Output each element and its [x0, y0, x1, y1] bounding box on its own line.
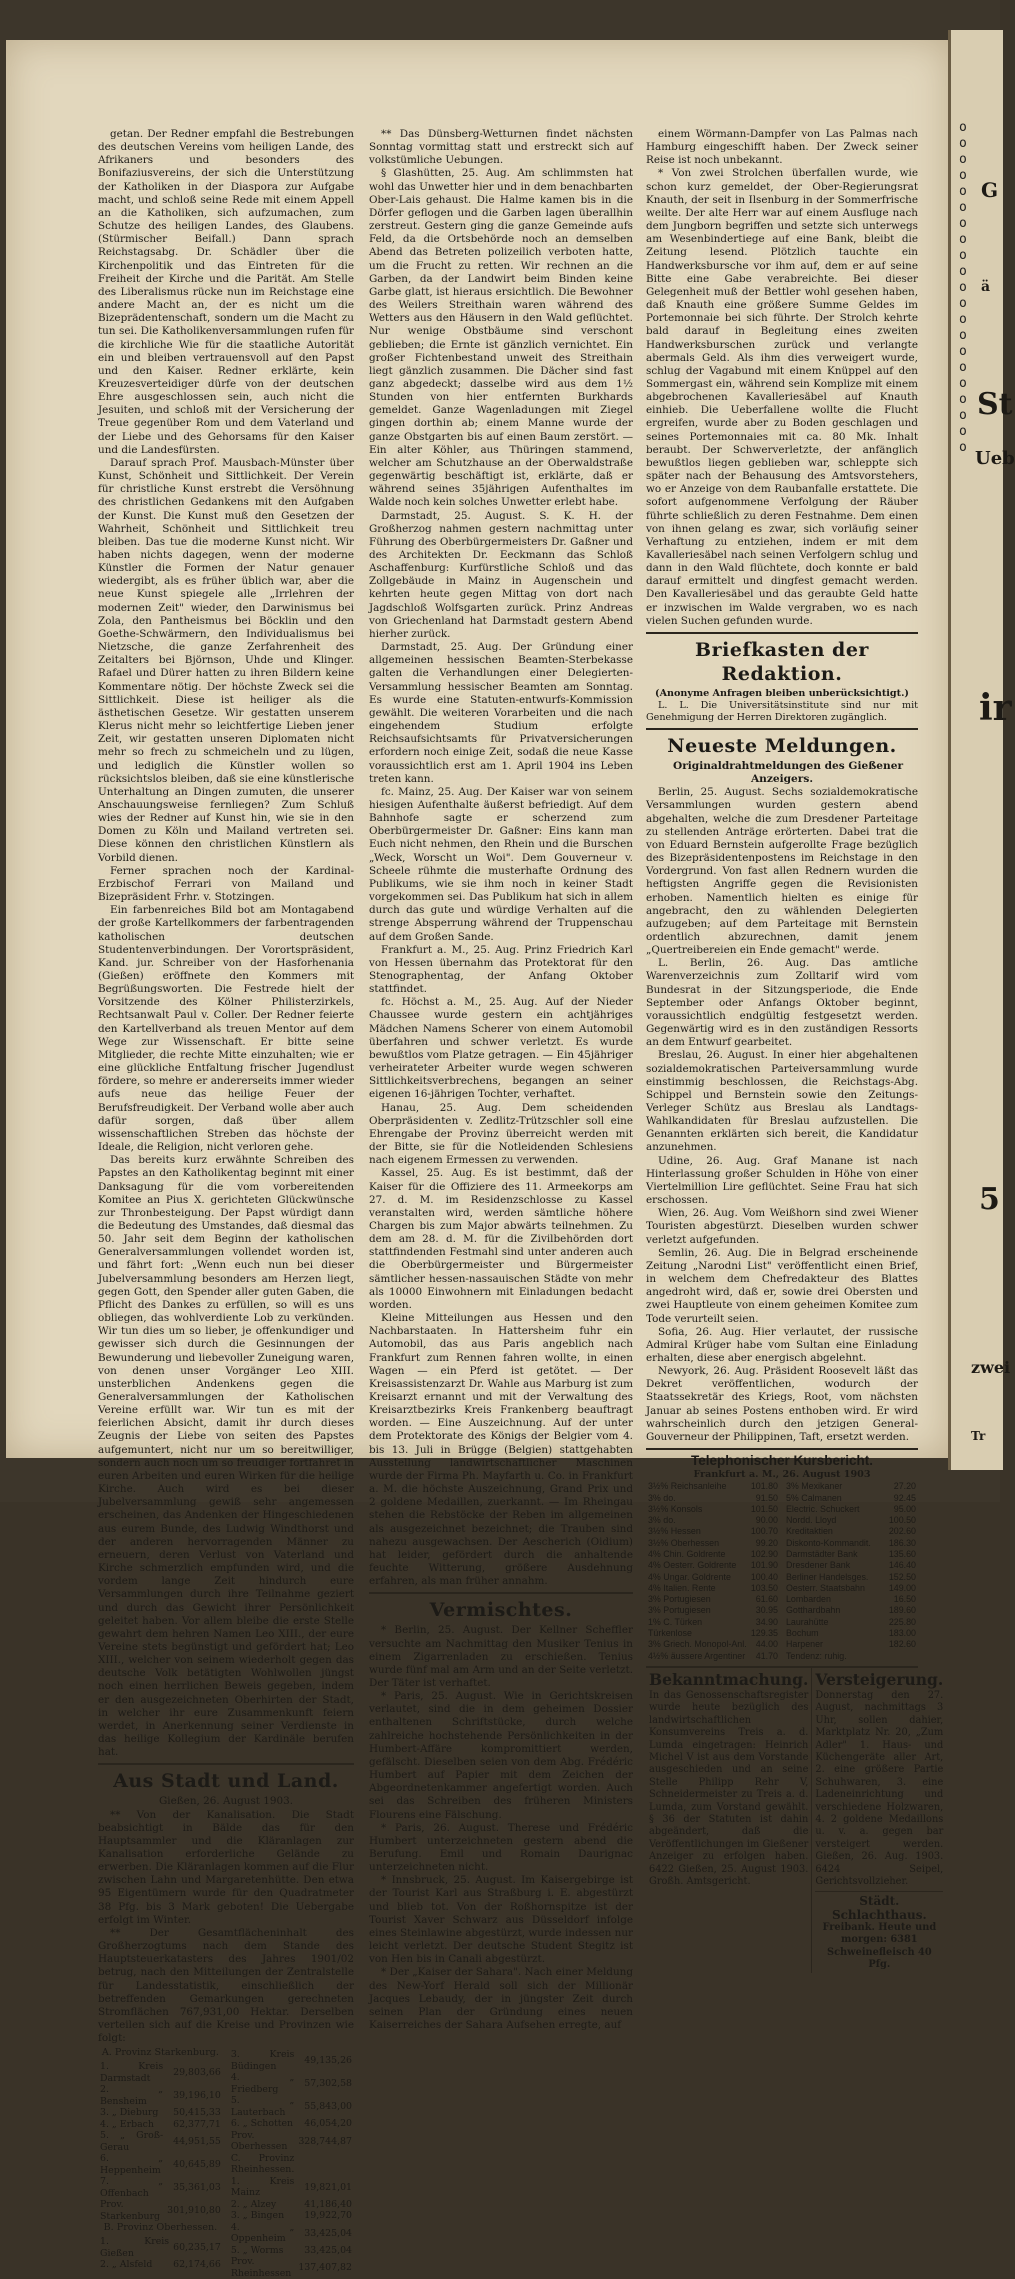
edge-letter: Tr — [971, 1429, 986, 1443]
table-row — [646, 1651, 780, 1662]
table-value: 62,174,66 — [173, 2259, 221, 2271]
table-label: 6. „ Schotten — [230, 2118, 294, 2130]
briefkasten-subtitle: (Anonyme Anfragen bleiben unberücksichtigt.) — [655, 687, 909, 699]
article-paragraph: Hanau, 25. Aug. Dem scheidenden Oberpräsidenten v. Zedlitz-Trützschler soll eine Ehrengabe der Provinz überreicht werden mit der Bitte, sie für die Notleidenden Schlesiens nach eigenem Ermessen zu verwenden. — [369, 1101, 633, 1167]
table-row — [98, 2259, 223, 2271]
article-paragraph: Frankfurt a. M., 25. Aug. Prinz Friedrich Karl von Hessen übernahm das Protektorat für den Stenographentag, der Anfang Oktober stattfindet. — [369, 943, 633, 996]
divider — [98, 1763, 354, 1765]
schlachthaus-title: Städt. Schlachthaus. — [831, 1894, 927, 1922]
table-label: 3% do. — [648, 1515, 676, 1526]
divider — [646, 728, 918, 730]
table-label: 1. Kreis Darmstadt — [100, 2061, 164, 2084]
table-value: 44,951,55 — [173, 2136, 221, 2148]
edge-letter: ir — [979, 687, 1012, 729]
table-row — [98, 2199, 223, 2222]
table-label: 4½% äussere Argentiner — [648, 1650, 746, 1661]
edge-letter: Ueb — [975, 448, 1015, 469]
table-label: 3. „ Bingen — [230, 2210, 285, 2222]
table-label: 3½% Hessen — [648, 1526, 701, 1537]
divider — [646, 632, 918, 634]
table-row — [646, 1504, 780, 1515]
table-label: 4. „ Erbach — [100, 2118, 154, 2130]
article-paragraph: fc. Höchst a. M., 25. Aug. Auf der Nieder Chaussee wurde gestern ein achtjähriges Mädchen Namens Scherer von einem Automobil überfahren und schwer verletzt. Es wurde bewußtlos vom Platze getragen. — Ein 45jähriger verheirateter Arbeiter wurde wegen schweren Sittlichkeitsverbrechens, begangen an seiner eigenen 16-jährigen Tochter, verhaftet. — [369, 996, 633, 1101]
table-value: 152.50 — [888, 1571, 916, 1582]
table-row — [646, 1526, 780, 1537]
newspaper-page — [6, 40, 950, 2279]
table-row — [229, 2130, 354, 2153]
article-paragraph: ** Das Dünsberg-Wetturnen findet nächsten Sonntag vormittag statt und erstreckt sich auf volkstümliche Uebungen. — [369, 128, 633, 167]
table-value: 202.60 — [888, 1526, 916, 1537]
table-row — [784, 1504, 918, 1515]
table-row — [646, 1515, 780, 1526]
table-label: Diskonto-Kommandit. — [786, 1537, 871, 1548]
table-label: Electric. Schuckert — [786, 1503, 860, 1514]
table-row — [98, 2130, 223, 2153]
adjacent-page-edge — [948, 30, 1015, 1470]
table-value: 182.60 — [888, 1639, 916, 1650]
table-label: Kreditaktien — [786, 1526, 833, 1537]
article-paragraph: L. Berlin, 26. Aug. Das amtliche Warenverzeichnis zum Zolltarif wird vom Bundesrat in der Sitzungsperiode, die Ende September oder Anfangs Oktober beginnt, voraussichtlich endgültig festgesetzt werden. Gegenwärtig wird es in den zuständigen Ressorts an dem Entwurf gearbeitet. — [646, 957, 918, 1049]
table-row — [98, 2176, 223, 2199]
table-label: Dresdener Bank — [786, 1560, 851, 1571]
article-paragraph: ** Der Gesamtflächeninhalt des Großherzogtums nach dem Stande des Hauptsteuerkatasters des Jahres 1901/02 betrug, nach den Mitteilungen der Zentralstelle für Landesstatistik, einschließlich der betreffenden Gemarkungen gerechneten Stromflächen 767,931,00 Hektar. Derselben verteilen sich auf die Kreise und Provinzen wie folgt: — [98, 1926, 354, 2045]
table-row — [229, 2153, 354, 2176]
article-paragraph: * Von zwei Strolchen überfallen wurde, wie schon kurz gemeldet, der Ober-Regierungsrat Knauth, der seit in Ilsenburg in der Sommerfrische weilte. Der alte Herr war auf einem Ausfluge nach dem Jungborn begriffen und setzte sich unterwegs am Wesenbindertiege auf eine Bank, bleibt die Zeitung lesend. Plötzlich tauchte ein Handwerksbursche vor ihm auf, dem er auf seine Bitte eine Gabe verabreichte. Bei dieser Gelegenheit muß der Bettler wohl gesehen haben, daß Knauth eine größere Summe Geldes im Portemonnaie bei sich führte. Der Strolch kehrte bald darauf in Begleitung eines zweiten Handwerksburschen zurück und verlangte abermals Geld. Als ihm dies verweigert wurde, schlug der Vagabund mit einem Knüppel auf den Sommergast ein, während sein Komplize mit einem abgebrochenen Kavalleriesäbel auf Knauth einhieb. Die Ueberfallene wollte die Flucht ergreifen, wurde aber zu Boden geschlagen und seines Portemonnaies mit ca. 80 Mk. Inhalt beraubt. Der Schwerverletzte, der anfänglich bewußtlos liegen geblieben war, schleppte sich später nach der Behausung des Amtsvorstehers, wo er Anzeige von dem Raubanfalle erstattete. Die sofort aufgenommene Verfolgung der Räuber führte schließlich zu deren Festnahme. Dem einen von ihnen gelang es zwar, sich vorläufig seiner Verhaftung zu entziehen, indem er mit dem Kavalleriesäbel nach seinen Verfolgern schlug und dann in den Wald flüchtete, doch konnte er bald darauf ermittelt und dingfest gemacht werden. Den Kavalleriesäbel und das geraubte Geld hatte er inzwischen im Walde vergraben, wo es nach vielen Suchen gefunden wurde. — [646, 167, 918, 627]
table-value: 33,425,04 — [304, 2227, 352, 2239]
table-row — [784, 1594, 918, 1605]
article-paragraph: Ferner sprachen noch der Kardinal-Erzbischof Ferrari von Mailand und Bizepräsident Frhr. v. Stotzingen. — [98, 864, 354, 904]
table-row — [646, 1617, 780, 1628]
article-paragraph: Berlin, 25. August. Sechs sozialdemokratische Versammlungen wurden gestern abend abgehalten, welche die zum Dresdener Parteitage zu stellenden Anträge erörterten. Dabei trat die von Eduard Bernstein aufgerollte Frage bezüglich des Bizepräsidentenpostens im Reichstage in den Vordergrund. Von fast allen Rednern wurden die heftigsten Angriffe gegen die Revisionisten erhoben. Namentlich hielten es einige für angebracht, den zu wählenden Delegierten aufzugeben; auf dem Parteitage mit Bernstein ordentlich abzurechnen, damit jenem „Quertreibereien ein Ende gemacht" werde. — [646, 786, 918, 957]
edge-letter: ä — [981, 279, 991, 295]
table-label: 3% Mexikaner — [786, 1481, 843, 1492]
table-value: 35,361,03 — [173, 2182, 221, 2194]
table-label: 2. „ Bensheim — [100, 2084, 164, 2107]
table-row — [229, 2245, 354, 2257]
decorative-ring-border: o o o o o o o o o o o o o o o o o o o o o — [959, 120, 967, 455]
table-value: 29,803,66 — [173, 2067, 221, 2079]
edge-letter: St — [977, 387, 1013, 422]
table-row — [646, 1560, 780, 1571]
table-row — [646, 1583, 780, 1594]
province-a-heading: A. Provinz Starkenburg. — [101, 2047, 219, 2059]
table-value: 92.45 — [893, 1492, 916, 1503]
article-paragraph: § Glashütten, 25. Aug. Am schlimmsten hat wohl das Unwetter hier und in dem benachbarten Ober-Lais gehaust. Die Halme kamen bis in die Dörfer geflogen und die Garben lagen überallhin zerstreut. Gestern ging die ganze Gemeinde aufs Feld, da die Ortsbehörde noch an demselben Abend das Betreten polizeilich verboten hatte, um die Frucht zu retten. Wir rechnen an die Garben, da der Landwirt beim Binden keine Garbe glatt, ist hieraus ersichtlich. Die Bewohner des Weilers Streithain waren während des Wetters aus den Häusern in den Wald geflüchtet. Nur wenige Obstbäume sind verschont geblieben; die Ernte ist gänzlich vernichtet. Ein großer Fichtenbestand unweit des Streithain liegt gänzlich zusammen. Die Dächer sind fast ganz abgedeckt; dasselbe wird aus dem 1½ Stunden von hier entfernten Burkhards gemeldet. Ganze Wagenladungen mit Ziegel gingen dorthin ab; einem Manne wurde der ganze Obstgarten bis auf einen Baum zerstört. — Ein alter Köhler, aus Thüringen stammend, welcher am Schutzhause an der Oberwaldstraße gegenwärtig beschäftigt ist, erklärte, daß er während seines 35jährigen Aufenthaltes im Walde noch kein solches Unwetter erlebt habe. — [369, 167, 633, 509]
table-row — [646, 1572, 780, 1583]
table-row — [646, 1538, 780, 1549]
table-value: 95.00 — [893, 1503, 916, 1514]
edge-letter: G — [981, 178, 999, 202]
table-row — [229, 2222, 354, 2245]
article-paragraph: * Innsbruck, 25. August. Im Kaisergebirge ist der Tourist Karl aus Straßburg i. E. abgestürzt und blieb tot. Von der Roßhornspitze ist der Tourist Xaver Schwarz aus Düsseldorf infolge eines Steinlawine abgestürzt, wurde indessen nur leicht verletzt. Der deutsche Student Stegitz ist von Hen bis in Canali abgestürzt. — [369, 1874, 633, 1966]
article-paragraph: * Paris, 25. August. Wie in Gerichtskreisen verlautet, sind die in dem geheimen Dossier enthaltenen Schriftstücke, durch welche zahlreiche hochstehende Persönlichkeiten in der Humbert-Affäre kompromittiert werden, gefälscht. Dieselben seien von dem Abg. Frédéric Humbert auf Papier mit dem Zeichen der Abgeordnetenkammer angefertigt worden. Auch sei das Schreiben des früheren Ministers Flourens eine Fälschung. — [369, 1690, 633, 1821]
table-value: 41.70 — [755, 1650, 778, 1661]
table-row — [646, 1594, 780, 1605]
table-value: 27.20 — [893, 1481, 916, 1492]
table-row — [784, 1526, 918, 1537]
table-value: 183.00 — [888, 1628, 916, 1639]
edge-letter: 5 — [979, 1182, 1000, 1217]
table-value: 33,425,04 — [304, 2244, 352, 2256]
table-label: C. Provinz Rheinhessen. — [230, 2152, 295, 2176]
table-row — [229, 2118, 354, 2130]
table-label: 3% do. — [648, 1492, 676, 1503]
table-row — [646, 1639, 780, 1650]
table-value: 102.90 — [750, 1549, 778, 1559]
table-value: 186.30 — [888, 1537, 916, 1548]
column-2-articles — [369, 128, 633, 1588]
bekanntmachung-title: Bekanntmachung. — [649, 1669, 809, 1689]
table-label: 5. „ Groß-Gerau — [100, 2130, 164, 2153]
table-label: 5. „ Worms — [230, 2244, 284, 2256]
table-row — [784, 1639, 918, 1650]
table-value: 62,377,71 — [173, 2118, 221, 2130]
table-row — [784, 1549, 918, 1560]
province-c-table — [229, 2049, 354, 2279]
article-paragraph: Darauf sprach Prof. Mausbach-Münster über Kunst, Schönheit und Sittlichkeit. Der Verein für christliche Kunst erstrebt die Versöhnung des christlichen Gedankens mit den Aufgaben der Kunst. Die Kunst muß den Gesetzen der Wahrheit, Schönheit und Sittlichkeit treu bleiben. Das tue die moderne Kunst nicht. Wir haben nichts dagegen, wenn der moderne Künstler die Formen der Natur genauer wiedergibt, als es früher üblich war, aber die neue Kunst spiegele alle „Irrlehren der modernen Zeit" wieder, den Darwinismus bei Zola, den Pantheismus bei Böcklin und den Goethe-Schwärmern, den Individualismus bei Nietzsche, die ganze Zerfahrenheit des Zeitalters bei Björnson, Uhde und Klinger. Rafael und Dürer hatten zu ihren Bildern keine Kommentare nötig. Der höchste Zweck sei die Sittlichkeit. Diese ist heiliger als die ästhetischen Gesetze. Wir gestatten unserem Klerus nicht mehr so leichtfertige Lieben jener Zeit, wir gestatten unseren Diplomaten nicht mehr so frech zu schmeicheln und zu lügen, und lediglich die Künstler wollen so rücksichtslos bleiben, daß sie eine künstlerische Unterhaltung an Dingen zumuten, die unserer Anschauungsweise fernliegen? Zum Schluß wies der Redner auf Kunst hin, wie sie in den Domen zu Köln und Mailand vertreten sei. Diese können den christlichen Künstlern als Vorbild dienen. — [98, 456, 354, 864]
table-value: 44.00 — [755, 1639, 778, 1650]
table-value: 91.50 — [755, 1492, 778, 1503]
table-row — [784, 1628, 918, 1639]
table-row — [98, 2153, 223, 2176]
neueste-subtitle: Originaldrahtmeldungen des Gießener Anzeigers. — [672, 759, 904, 786]
table-label: 5. „ Lauterbach — [230, 2095, 295, 2118]
table-label: 3½% Oberhessen — [648, 1537, 720, 1548]
table-value: 55,843,00 — [304, 2101, 352, 2113]
table-label: 4% Chin. Goldrente — [648, 1549, 726, 1559]
article-paragraph: ** Von der Kanalisation. Die Stadt beabsichtigt in Bälde das für den Hauptsammler und die Kläranlagen zur Kanalisation erforderliche Gelände zu erwerben. Die Kläranlagen kommen auf die Flur zwischen Lahn und Margaretenhütte. Den etwa 95 Eigentümern wurde für den Quadratmeter 38 Pfg. bis 3 Mark geboten! Die Uebergabe erfolgt im Winter. — [98, 1808, 354, 1926]
table-row — [784, 1605, 918, 1616]
article-paragraph: einem Wörmann-Dampfer von Las Palmas nach Hamburg eingeschifft haben. Der Zweck seiner Reise ist noch unbekannt. — [646, 128, 918, 167]
table-row — [784, 1651, 918, 1662]
area-table — [98, 2047, 354, 2279]
table-value: 39,196,10 — [173, 2090, 221, 2102]
table-label: 4. „ Oppenheim — [230, 2221, 295, 2245]
table-row — [229, 2210, 354, 2222]
column-3-articles — [646, 128, 918, 628]
table-value: 16.50 — [893, 1594, 916, 1605]
table-value: 100.40 — [750, 1571, 778, 1582]
table-row — [784, 1583, 918, 1594]
table-value: 146.40 — [888, 1560, 916, 1571]
table-label: 4% Ungar. Goldrente — [648, 1571, 731, 1582]
table-value: 101.50 — [750, 1503, 778, 1514]
table-value: 101.80 — [750, 1481, 778, 1492]
kursbericht-title: Telephonischer Kursbericht. — [690, 1453, 874, 1469]
table-row — [784, 1572, 918, 1583]
article-paragraph: Semlin, 26. Aug. Die in Belgrad erscheinende Zeitung „Narodni List" veröffentlicht einen Brief, in welchem dem Chefredakteur des Blattes angedroht wird, daß er, sowie drei Obersten und zwei Hauptleute von einem geheimen Komitee zum Tode verurteilt seien. — [646, 1246, 918, 1325]
briefkasten-title: Briefkasten der Redaktion. — [695, 638, 869, 685]
table-row — [784, 1515, 918, 1526]
announcement-boxes — [646, 1666, 944, 1973]
article-paragraph: Kleine Mitteilungen aus Hessen und den Nachbarstaaten. In Hattersheim fuhr ein Automobil, das aus Paris angeblich nach Frankfurt zum Rennen fahren wollte, in einen Wagen — ein Pferd ist getötet. — Der Kreisassistenzarzt Dr. Wahle aus Marburg ist zum Kreisarzt ernannt und mit der Verwaltung des Kreisarztbezirks Kreis Frankenberg beauftragt worden. — Eine Auszeichnung. Auf der unter dem Protektorate des Königs der Belgier vom 4. bis 13. Juli in Brügge (Belgien) stattgehabten Ausstellung landwirtschaftlicher Maschinen wurde der Firma Ph. Mayfarth u. Co. in Frankfurt a. M. die höchste Auszeichnung, Grand Prix und 2 goldene Medaillen, zuerkannt. — Im Rheingau stehen die Rebstöcke der Reben im allgemeinen als ausgezeichnet bezeichnet; die Trauben sind nahezu ausgewachsen. Der Aescherich (Oidium) hat leider, gefördert durch die anhaltende feuchte Witterung, größere Ausdehnung erfahren, als man früher annahm. — [369, 1312, 633, 1588]
table-value: 41,186,40 — [304, 2198, 352, 2210]
table-value: 19,821,01 — [304, 2181, 352, 2193]
table-row — [229, 2049, 354, 2072]
table-label: Oesterr. Staatsbahn — [786, 1582, 865, 1593]
briefkasten-text: L. L. Die Universitätsinstitute sind nur mit Genehmigung der Herren Direktoren zugänglich. — [646, 699, 918, 723]
province-a-table — [98, 2061, 223, 2222]
table-value: 40,645,89 — [173, 2159, 221, 2171]
table-value: 19,922,70 — [304, 2210, 352, 2222]
table-label: Nordd. Lloyd — [786, 1515, 837, 1526]
bekanntmachung-text: In das Genossenschaftsregister wurde heute bezüglich des landwirtschaftlichen Konsumvereins Treis a. d. Lumda eingetragen: Heinrich Michel V ist aus dem Vorstande ausgeschieden und an seine Stelle Philipp Rehr V, Schneidermeister zu Treis a. d. Lumda, zum Vorstand gewählt. § 36 der Statuten ist dahin abgeändert, daß die Veröffentlichungen im Gießener Anzeiger zu erfolgen haben. 6422 Gießen, 25. August 1903. Großh. Amtsgericht. — [649, 1689, 809, 1888]
column-3 — [646, 128, 944, 1970]
table-label: 3% Portugiesen — [648, 1594, 711, 1605]
table-value: 57,302,58 — [304, 2078, 352, 2090]
table-row — [784, 1493, 918, 1504]
article-paragraph: * Der „Kaiser der Sahara". Nach einer Meldung des New-Yorf Herald soll sich der Millionär Jacques Lebaudy, der in jüngster Zeit durch seinen Plan der Gründung eines neuen Kaiserreiches der Sahara Aufsehen erregte, auf — [369, 1966, 633, 2032]
table-row — [98, 2236, 223, 2259]
table-label: 3. Kreis Büdingen — [230, 2049, 295, 2072]
area-table-right — [229, 2047, 354, 2279]
table-value: 50,415,33 — [173, 2107, 221, 2119]
table-label: 5% Calmanen — [786, 1492, 842, 1503]
table-value: 301,910,80 — [167, 2205, 221, 2217]
table-row — [229, 2256, 354, 2279]
table-row — [98, 2084, 223, 2107]
table-value: 189.60 — [888, 1605, 916, 1616]
schlachthaus-text: Freibank. Heute und morgen: 6381 Schweinefleisch 40 Pfg. — [822, 1921, 937, 1970]
column-2 — [369, 128, 633, 2032]
divider — [815, 1891, 943, 1892]
table-value: 99.20 — [755, 1537, 778, 1548]
article-paragraph: Breslau, 26. August. In einer hier abgehaltenen sozialdemokratischen Parteiversammlung wurde einstimmig beschlossen, die Reichstags-Abg. Schippel und Bernstein sowie den Zeitungs-Verleger Schütz aus Breslau als Landtags-Wahlkandidaten für Breslau aufzustellen. Die Genannten erklärten sich bereit, die Kandidatur anzunehmen. — [646, 1049, 918, 1154]
kursbericht-dateline: Frankfurt a. M., 26. August 1903 — [693, 1469, 871, 1481]
table-value: 149.00 — [888, 1582, 916, 1593]
table-label: 4% Oesterr. Goldrente — [648, 1560, 737, 1571]
article-paragraph: Kassel, 25. Aug. Es ist bestimmt, daß der Kaiser für die Offiziere des 11. Armeekorps am 27. d. M. im Residenzschlosse zu Kassel veranstalten wird, werden sämtliche höhere Chargen bis zum Major abwärts teilnehmen. Zu dem am 28. d. M. für die Zivilbehörden dort stattfindenden Festmahl sind unter anderen auch die Oberbürgermeister und Bürgermeister sämtlicher hessen-nassauischen Städte von mehr als 10000 Einwohnern mit Einladungen bedacht worden. — [369, 1167, 633, 1311]
column-1 — [98, 128, 354, 2279]
table-value: 100.70 — [750, 1526, 778, 1537]
table-row — [98, 2107, 223, 2119]
article-paragraph: Wien, 26. Aug. Vom Weißhorn sind zwei Wiener Touristen abgestürzt. Dieselben wurden schwer verletzt aufgefunden. — [646, 1207, 918, 1246]
latest-reports — [646, 786, 918, 1444]
article-paragraph: Darmstadt, 25. Aug. Der Gründung einer allgemeinen hessischen Beamten-Sterbekasse galten die Verhandlungen einer Delegierten-Versammlung hessischer Beamten am Sonntag. Es wurde eine Statuten-entwurfs-Kommission gewählt. Die weiteren Vorarbeiten und die nach eingehendem Studium erfolgte Reichsaufsichtsamts für Privatversicherungen erfordern noch einige Zeit, sodaß die neue Kasse voraussichtlich erst am 1. April 1904 ins Leben treten kann. — [369, 641, 633, 785]
divider — [369, 1592, 633, 1594]
article-paragraph: Newyork, 26. Aug. Präsident Roosevelt läßt das Dekret veröffentlichen, wodurch der Staatssekretär des Kriegs, Root, vom nächsten Januar ab seines Postens enthoben wird. Er wird wahrscheinlich durch den jetzigen General-Gouverneur der Philippinen, Taft, ersetzt werden. — [646, 1365, 918, 1443]
province-b-heading: B. Provinz Oberhessen. — [103, 2222, 218, 2234]
table-label: 3½% Konsols — [648, 1503, 703, 1514]
misc-news — [369, 1624, 633, 2032]
table-label: 3½% Reichsanleihe — [648, 1481, 727, 1492]
table-label: Laurahütte — [786, 1616, 829, 1627]
article-paragraph: fc. Mainz, 25. Aug. Der Kaiser war von seinem hiesigen Aufenthalte äußerst befriedigt. Auf dem Bahnhofe sagte er scherzend zum Oberbürgermeister Dr. Gaßner: Eins kann man Euch nicht nehmen, den Rhein und die Burschen „Weck, Worscht un Woi". Dem Gouverneur v. Scheele rühmte die musterhafte Ordnung des Publikums, wie sie ihm noch in keiner Stadt vorgekommen sei. Das Publikum hat sich in allem durch das gute und würdige Verhalten auf die strenge Absperrung während der Truppenschau auf dem Großen Sande. — [369, 785, 633, 943]
neueste-title: Neueste Meldungen. — [667, 734, 897, 757]
table-label: Gotthardbahn — [786, 1605, 841, 1616]
table-label: 7. „ Offenbach — [100, 2176, 164, 2199]
table-value: 225.80 — [888, 1616, 916, 1627]
section-title-misc: Vermischtes. — [429, 1599, 573, 1622]
table-label: 1. Kreis Mainz — [230, 2175, 295, 2199]
table-label: Prov. Starkenburg — [100, 2199, 161, 2222]
table-row — [646, 1493, 780, 1504]
table-row — [229, 2095, 354, 2118]
local-news — [98, 1809, 354, 2046]
table-label: 3% Griech. Monopol-Anl. — [648, 1639, 747, 1650]
table-row — [784, 1538, 918, 1549]
table-row — [646, 1605, 780, 1616]
table-value — [296, 2153, 354, 2176]
province-b-table — [98, 2236, 223, 2271]
table-value: 46,054,20 — [304, 2118, 352, 2130]
table-row — [784, 1560, 918, 1571]
table-value: 49,135,26 — [304, 2055, 352, 2067]
versteigerung-text: Donnerstag den 27. August, nachmittags 3 Uhr, sollen dahier, Marktplatz Nr. 20, „Zum Adler" 1. Haus- und Küchengeräte aller Art, 2. eine größere Partie Schuhwaren, 3. eine Ladeneinrichtung und verschiedene Holzwaren, 4. 2 goldene Medaillons u. v. a. gegen bar versteigert werden. Gießen, 26. Aug. 1903. 6424 Seipel, Gerichtsvollzieher. — [815, 1689, 944, 1888]
kurs-right-table — [784, 1481, 918, 1662]
table-label: 1. Kreis Gießen — [100, 2236, 170, 2259]
article-paragraph: * Paris, 26. August. Therese und Frédéric Humbert unterzeichneten gestern abend die Berufung. Emil und Romain Daurignac unterzeichneten nicht. — [369, 1821, 633, 1874]
table-row — [646, 1481, 780, 1492]
table-value: 100.50 — [888, 1515, 916, 1526]
article-paragraph: Sofia, 26. Aug. Hier verlautet, der russische Admiral Krüger habe vom Sultan eine Einladung erhalten, diese aber energisch abgelehnt. — [646, 1325, 918, 1364]
table-label: 4% Italien. Rente — [648, 1582, 716, 1593]
article-paragraph: getan. Der Redner empfahl die Bestrebungen des deutschen Vereins vom heiligen Lande, des Afrikaners und besonders des Bonifaziusvereins, der sich die Unterstützung der Katholiken in der Diaspora zur Aufgabe macht, und schloß seine Rede mit einem Appell an die Katholiken, sich aufzumachen, zum Schutze des heiligen Landes, des Glaubens. (Stürmischer Beifall.) Dann sprach Reichstagsabg. Dr. Schädler über die Kirchenpolitik und das Eintreten für die Freiheit der Kirche und die Parität. Am Stelle des Liberalismus rücke nun im Reichstage eine andere Macht an, der es nicht um die Bizeprädentenschaft, sondern um die Macht zu tun sei. Die Katholikenversammlungen rufen für die kirchliche Wie für die staatliche Autorität ein und bleiben vertrauensvoll auf den Papst und den Kaiser. Redner erklärte, kein Kreuzesverteidiger dürfe von der deutschen Ehre ausgeschlossen sein, auch nicht die Jesuiten, und schloß mit der Versicherung der Treue gegenüber Rom und dem Vaterland und der Liebe und des Gehorsams für den Kaiser und die Landesfürsten. — [98, 128, 354, 456]
table-label: Türkenlose — [648, 1628, 692, 1639]
table-row — [98, 2119, 223, 2131]
dateline: Gießen, 26. August 1903. — [158, 1795, 294, 1808]
table-value: 90.00 — [755, 1515, 778, 1526]
table-row — [646, 1628, 780, 1639]
table-label: Berliner Handelsges. — [786, 1571, 869, 1582]
column-1-articles — [98, 128, 354, 1759]
versteigerung-box — [811, 1668, 946, 1973]
table-row — [784, 1617, 918, 1628]
article-paragraph: Ein farbenreiches Bild bot am Montagabend der große Kartellkommers der farbentragenden katholischen deutschen Studentenverbindungen. Der Vorortspräsident, Kand. jur. Schreiber von der Hasforhenania (Gießen) eröffnete den Kommers mit Begrüßungsworten. Die Festrede hielt der Vorsitzende des Kölner Philisterzirkels, Rechtsanwalt Paul v. Coller. Der Redner feierte den Kartellverband als treuen Mentor auf dem Wege zur Wissenschaft. Er bitte seine Mitglieder, die rechte Mitte einzuhalten; wie er eine glückliche Entfaltung frischer Jugendlust fördere, so mehre er andererseits immer wieder aufs neue das heilige Feuer der Berufsfreudigkeit. Der Verband wolle aber auch dafür sorgen, daß über allem wissenschaftlichen Streben das höchste der Ideale, die Religion, nicht verloren gehe. — [98, 904, 354, 1154]
table-value: 103.50 — [750, 1582, 778, 1593]
table-label: Bochum — [786, 1628, 819, 1639]
area-table-left — [98, 2047, 223, 2279]
table-value: 101.90 — [750, 1560, 778, 1571]
table-value: 60,235,17 — [173, 2242, 221, 2254]
table-value: 328,744,87 — [298, 2135, 352, 2147]
table-row — [646, 1549, 780, 1560]
table-row — [229, 2199, 354, 2211]
versteigerung-title: Versteigerung. — [815, 1669, 944, 1689]
table-value: 30.95 — [755, 1605, 778, 1616]
table-value: 61.60 — [755, 1594, 778, 1605]
table-value: 137,407,82 — [298, 2262, 352, 2274]
table-label: Darmstädter Bank — [786, 1549, 858, 1559]
table-label: 3. „ Dieburg — [100, 2107, 159, 2119]
table-value: 129.35 — [750, 1628, 778, 1639]
table-row — [98, 2061, 223, 2084]
kursbericht-table — [646, 1481, 918, 1662]
section-title-local: Aus Stadt und Land. — [113, 1770, 339, 1793]
table-label: Harpener — [786, 1639, 823, 1650]
table-row — [229, 2072, 354, 2095]
table-value: 135.60 — [888, 1549, 916, 1559]
kurs-left-table — [646, 1481, 780, 1662]
table-label: 2. „ Alsfeld — [100, 2259, 153, 2271]
table-label: 1% C. Türken — [648, 1616, 703, 1627]
table-value: 34.90 — [755, 1616, 778, 1627]
edge-letter: zwei — [971, 1358, 1011, 1377]
table-label: 2. „ Alzey — [230, 2198, 277, 2210]
table-row — [784, 1481, 918, 1492]
table-value — [883, 1651, 918, 1662]
table-label: Prov. Rheinhessen — [230, 2256, 292, 2279]
article-paragraph: Udine, 26. Aug. Graf Manane ist nach Hinterlassung großer Schulden in Höhe von einer Viertelmillion Lire geflüchtet. Seine Frau hat sich erschossen. — [646, 1154, 918, 1207]
table-label: Tendenz: ruhig. — [786, 1650, 847, 1661]
table-label: Lombarden — [786, 1594, 831, 1605]
table-label: 4. „ Friedberg — [230, 2072, 295, 2095]
article-paragraph: Das bereits kurz erwähnte Schreiben des Papstes an den Katholikentag beginnt mit einer Danksagung für die vom vorbereitenden Komitee an Pius X. gerichteten Glückwünsche zur Thronbesteigung. Der Papst würdigt dann die Bedeutung des Umstandes, daß diesmal das 50. Jahr seit dem Beginn der katholischen Generalversammlungen vollendet worden ist, und fährt fort: „Wenn euch nun bei dieser Jubelversammlung besonders am Herzen liegt, gegen Gott, den Spender aller guten Gaben, die Pflicht des Dankes zu erfüllen, so will es uns obliegen, das wohlverdiente Lob zu verkünden. Wir tun dies um so lieber, je offenkundiger und gewisser sich durch die Gesinnungen der Bewunderung und liebevoller Zuneigung waren, von denen unser Vorgänger Leo XIII. unsterblichen Andenkens gegen die Generalversammlungen der Katholischen Vereine erfüllt war. Wir tun es mit der feierlichen Absicht, damit ihr durch dieses Zeugnis der Liebe von seiten des Papstes aufgemuntert, nicht nur um so bereitwilliger, sondern auch noch um so freudiger fortfahret in euren Arbeiten und euren Wirken für die heilige Kirche. Auch wird es bei dieser Jubelversammlung gewiß sehr angemessen erscheinen, das Andenken der Hingeschiedenen aus eurem Bunde, des Ludwig Windthorst und der anderen hervorragenden Männer zu erneuern, deren Verlust von Vaterland und Kirche schmerzlich empfunden wird, und die vordem lange Zeit hindurch eure Versammlungen durch ihre Teilnahme geziert und durch das Gewicht ihrer Persönlichkeit geleitet haben. Vor allem bleibe die erste Stelle gewahrt dem hehren Namen Leo XIII., der eure Vereine stets begünstigt und gefördert hat; Leo XIII., welcher von seinem wiederholt gegen das deutsche Volk betätigten Wohlwollen jüngst noch einen herrlichen Beweis gegeben, indem er den ausgezeichneten Oberhirten der Stadt, in welcher ihr eure Zusammenkunft feiern werdet, in Anerkennung seiner Verdienste in das heilige Kollegium der Kardinäle berufen hat. — [98, 1154, 354, 1759]
table-label: Prov. Oberhessen — [230, 2129, 288, 2153]
article-paragraph: Darmstadt, 25. August. S. K. H. der Großherzog nahmen gestern nachmittag unter Führung des Oberbürgermeisters Dr. Gaßner und des Architekten Dr. Eeckmann das Schloß Aschaffenburg: Kurfürstliche Schloß und das Zollgebäude in Mainz in Augenschein und kehrten heute gegen Mittag von dort nach Jagdschloß Wolfsgarten zurück. Prinz Andreas von Griechenland hat Darmstadt gestern Abend hierher zurück. — [369, 509, 633, 640]
bekanntmachung-box — [646, 1668, 811, 1973]
table-row — [229, 2176, 354, 2199]
table-label: 3% Portugiesen — [648, 1605, 711, 1616]
divider — [646, 1448, 918, 1450]
table-label: 6. „ Heppenheim — [100, 2153, 164, 2176]
article-paragraph: * Berlin, 25. August. Der Kellner Scheffler versuchte am Nachmittag den Musiker Tenius in einem Zigarrenladen zu erschießen. Tenius wurde fünf mal am Arm und an der Seite verletzt. Der Täter ist verhaftet. — [369, 1624, 633, 1689]
